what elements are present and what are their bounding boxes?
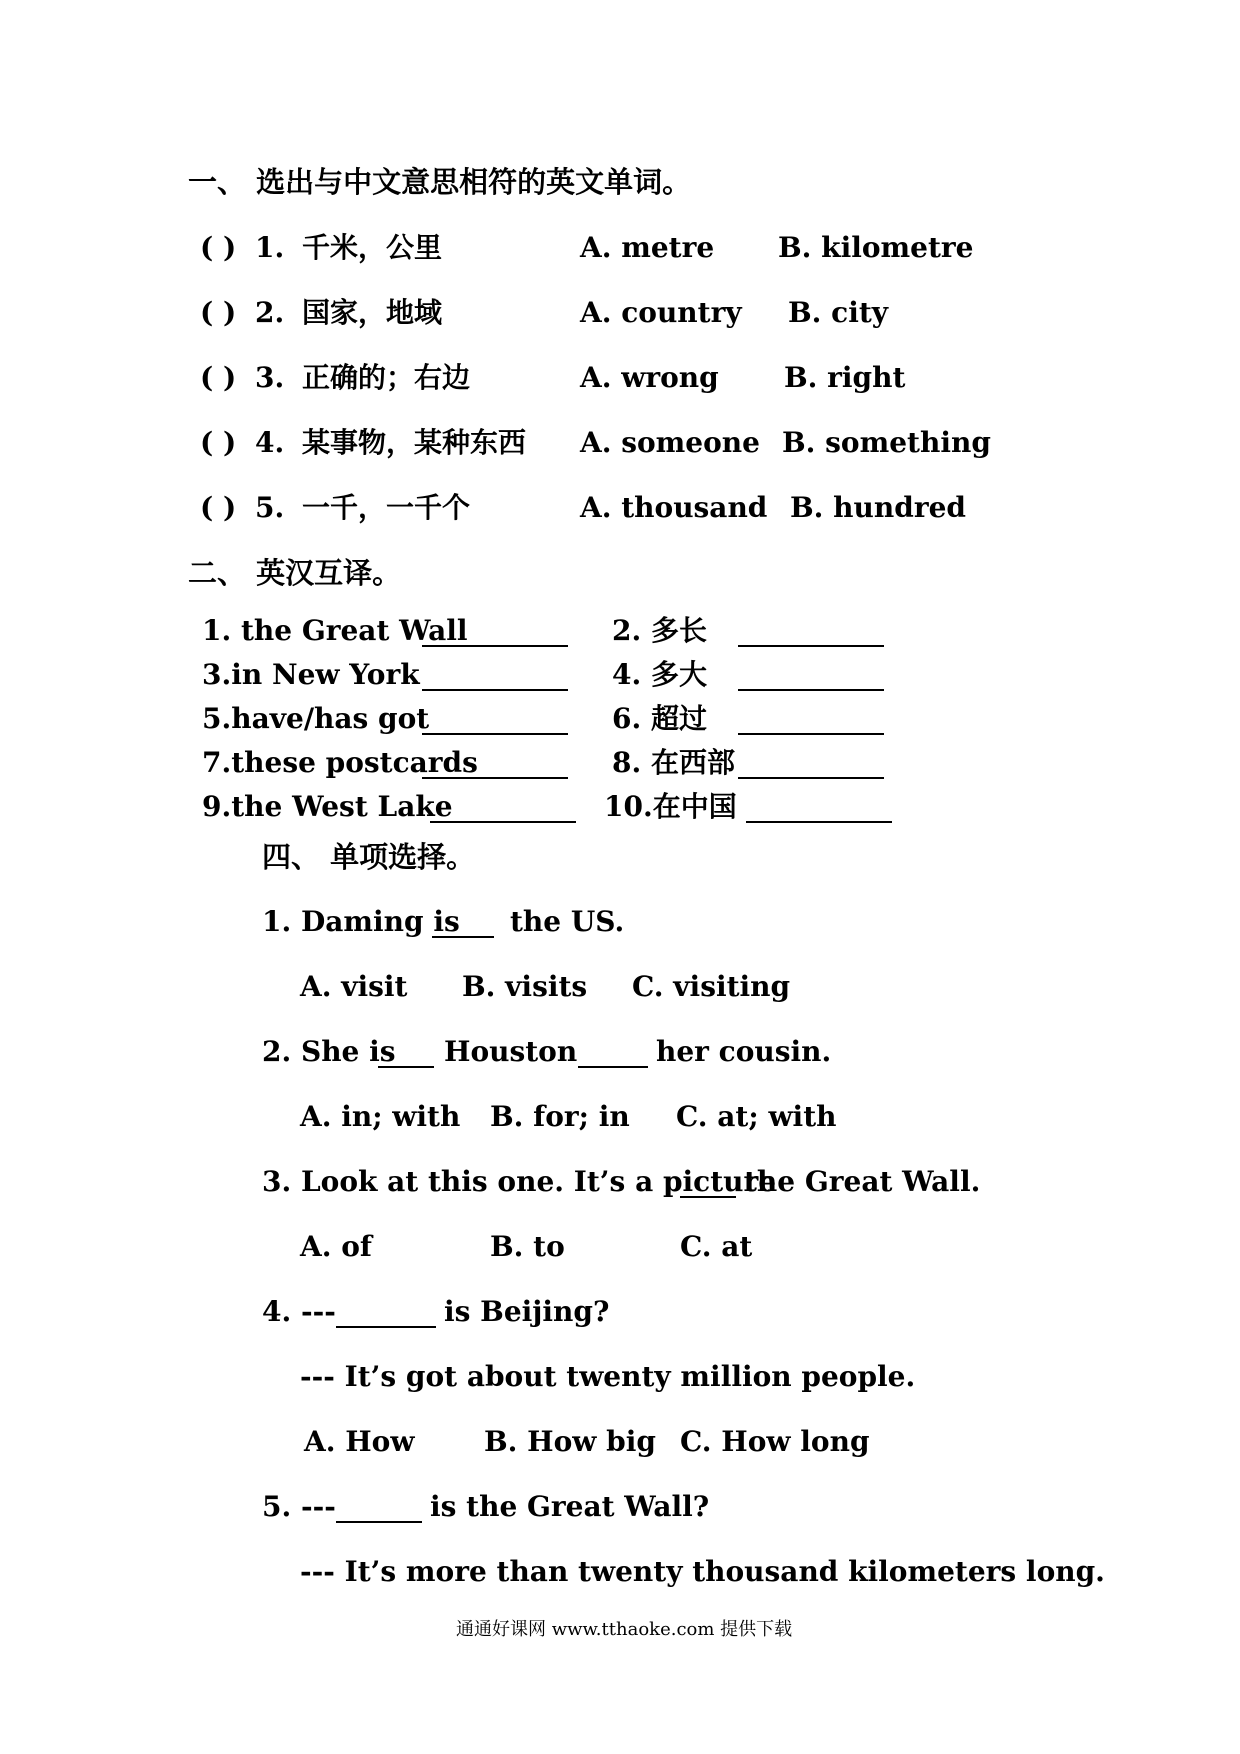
chinese-meaning: 一千，一千个 <box>302 491 471 524</box>
answer-paren: ( ) <box>200 296 237 329</box>
option-c: C. at <box>680 1230 753 1263</box>
option-b: B. kilometre <box>778 231 974 264</box>
answer-blank[interactable] <box>422 751 568 779</box>
option-c: C. visiting <box>632 970 791 1003</box>
question-text: 2. She is <box>262 1035 396 1068</box>
answer-blank[interactable] <box>746 795 892 823</box>
option-a: A. metre <box>580 231 715 264</box>
option-b: B. city <box>788 296 889 329</box>
item-number: 5. <box>255 491 285 524</box>
answer-blank[interactable] <box>432 910 494 938</box>
answer-blank[interactable] <box>422 663 568 691</box>
answer-blank[interactable] <box>422 619 568 647</box>
answer-blank[interactable] <box>378 1040 434 1068</box>
option-c: C. How long <box>680 1425 870 1458</box>
question-text: her cousin. <box>656 1035 832 1068</box>
option-a: A. in; with <box>300 1100 461 1133</box>
question-text: Houston <box>444 1035 578 1068</box>
option-b: B. How big <box>484 1425 656 1458</box>
question-text: 3. Look at this one. It’s a picture <box>262 1165 777 1198</box>
section1-title: 一、 选出与中文意思相符的英文单词。 <box>188 165 692 199</box>
answer-blank[interactable] <box>422 707 568 735</box>
answer-line: --- It’s got about twenty million people. <box>300 1360 916 1393</box>
phrase-left: 1. the Great Wall <box>202 614 468 647</box>
option-c: C. at; with <box>676 1100 837 1133</box>
item-number: 1. <box>255 231 285 264</box>
phrase-right: 10.在中国 <box>604 790 737 823</box>
answer-blank[interactable] <box>430 795 576 823</box>
answer-blank[interactable] <box>336 1300 436 1328</box>
question-text: 5. --- <box>262 1490 336 1523</box>
question-text: is Beijing? <box>444 1295 610 1328</box>
chinese-meaning: 某事物，某种东西 <box>302 426 527 459</box>
answer-paren: ( ) <box>200 231 237 264</box>
section4-title: 四、 单项选择。 <box>262 840 476 874</box>
question-text: is the Great Wall? <box>430 1490 710 1523</box>
answer-blank[interactable] <box>738 619 884 647</box>
answer-blank[interactable] <box>578 1040 648 1068</box>
option-b: B. visits <box>462 970 588 1003</box>
answer-paren: ( ) <box>200 361 237 394</box>
item-number: 4. <box>255 426 285 459</box>
answer-blank[interactable] <box>680 1170 736 1198</box>
answer-paren: ( ) <box>200 426 237 459</box>
section2-title: 二、 英汉互译。 <box>188 556 402 590</box>
phrase-right: 8. 在西部 <box>612 746 735 779</box>
answer-line: --- It’s more than twenty thousand kilometers long. <box>300 1555 1105 1588</box>
question-text: 1. Daming is <box>262 905 460 938</box>
option-b: B. hundred <box>790 491 966 524</box>
item-number: 3. <box>255 361 285 394</box>
answer-blank[interactable] <box>738 751 884 779</box>
option-b: B. to <box>490 1230 565 1263</box>
option-b: B. something <box>782 426 991 459</box>
question-text: the Great Wall. <box>744 1165 981 1198</box>
option-a: A. visit <box>300 970 408 1003</box>
chinese-meaning: 正确的；右边 <box>302 361 471 394</box>
option-b: B. for; in <box>490 1100 630 1133</box>
answer-blank[interactable] <box>738 663 884 691</box>
option-a: A. thousand <box>580 491 768 524</box>
phrase-left: 7.these postcards <box>202 746 478 779</box>
phrase-right: 6. 超过 <box>612 702 707 735</box>
item-number: 2. <box>255 296 285 329</box>
chinese-meaning: 千米，公里 <box>302 231 443 264</box>
phrase-left: 9.the West Lake <box>202 790 453 823</box>
option-a: A. country <box>580 296 742 329</box>
question-text: 4. --- <box>262 1295 336 1328</box>
option-a: A. of <box>300 1230 372 1263</box>
option-b: B. right <box>784 361 906 394</box>
option-a: A. How <box>304 1425 415 1458</box>
answer-paren: ( ) <box>200 491 237 524</box>
question-text: the US. <box>510 905 625 938</box>
answer-blank[interactable] <box>738 707 884 735</box>
phrase-left: 5.have/has got <box>202 702 430 735</box>
option-a: A. someone <box>580 426 760 459</box>
answer-blank[interactable] <box>336 1495 422 1523</box>
option-a: A. wrong <box>580 361 719 394</box>
chinese-meaning: 国家，地域 <box>302 296 443 329</box>
phrase-right: 4. 多大 <box>612 658 707 691</box>
phrase-right: 2. 多长 <box>612 614 707 647</box>
phrase-left: 3.in New York <box>202 658 420 691</box>
footer-credit: 通通好课网 www.tthaoke.com 提供下载 <box>456 1619 793 1640</box>
